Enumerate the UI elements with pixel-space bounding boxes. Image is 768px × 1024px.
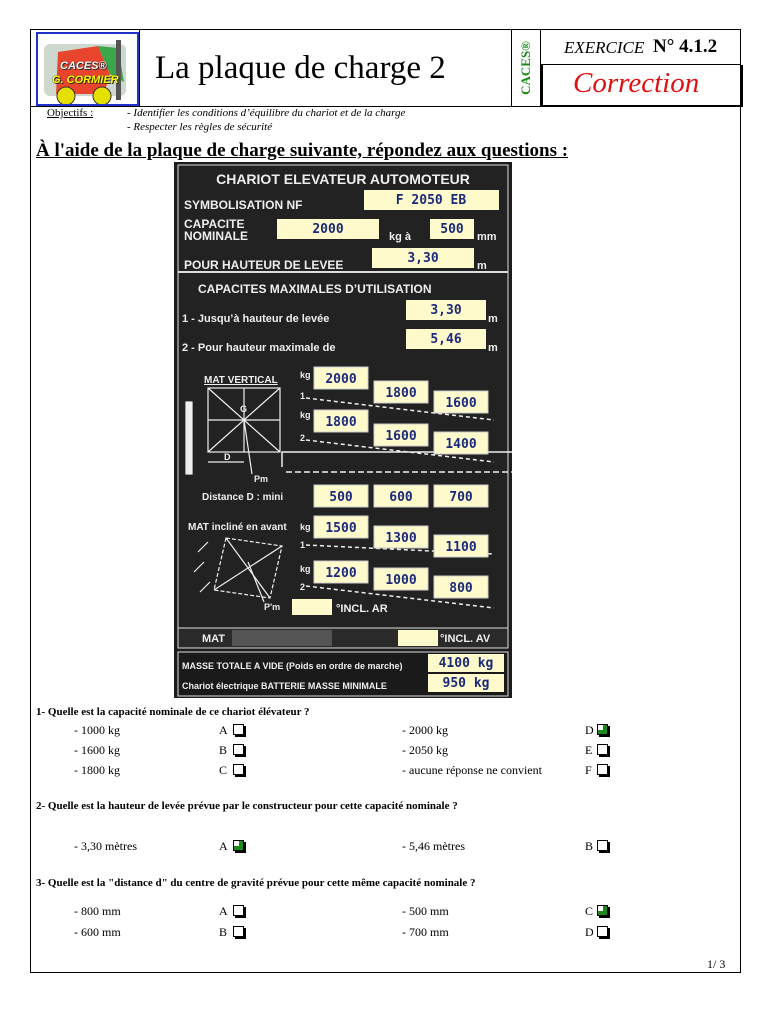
q1-option-c-label: - 1800 kg bbox=[74, 763, 120, 777]
ppm-label: P'm bbox=[264, 602, 281, 612]
q1-option-f-checkbox[interactable] bbox=[597, 764, 608, 775]
line-2-marker: 2 bbox=[300, 582, 306, 592]
q1-option-d-letter: D bbox=[585, 723, 594, 737]
batterie-value: 950 kg bbox=[442, 676, 490, 691]
q3-option-d-label: - 700 mm bbox=[402, 925, 449, 939]
objective-item: - Identifier les conditions d’équilibre du chariot et de la charge bbox=[127, 107, 406, 119]
mat-incline-label: MAT incliné en avant bbox=[188, 522, 287, 533]
capacite-label-1: CAPACITE bbox=[184, 217, 245, 231]
symbolisation-label: SYMBOLISATION NF bbox=[184, 198, 303, 212]
distance-3: 700 bbox=[449, 490, 473, 505]
cap-incl-row2-col1: 1200 bbox=[325, 566, 357, 581]
logo bbox=[36, 32, 139, 106]
max-capacities-title: CAPACITES MAXIMALES D’UTILISATION bbox=[198, 282, 432, 296]
distance-2: 600 bbox=[389, 490, 413, 505]
q1-option-c-checkbox[interactable] bbox=[233, 764, 244, 775]
cap-vert-row2-col3: 1400 bbox=[445, 437, 477, 452]
cap-vert-row2-col2: 1600 bbox=[385, 429, 417, 444]
objective-item: - Respecter les règles de sécurité bbox=[127, 121, 273, 133]
q1-option-e-letter: E bbox=[585, 743, 593, 757]
q3-option-c-checkbox[interactable] bbox=[597, 905, 608, 916]
q3-option-b-checkbox[interactable] bbox=[233, 926, 244, 937]
line-1-marker: 1 bbox=[300, 391, 306, 401]
q3-option-b-label: - 600 mm bbox=[74, 925, 121, 939]
distance-label: Distance D : mini bbox=[202, 492, 284, 503]
q1-option-a-label: - 1000 kg bbox=[74, 723, 120, 737]
kg-a-label: kg à bbox=[389, 231, 412, 243]
q1-option-e-checkbox[interactable] bbox=[597, 744, 608, 755]
q1-option-f-letter: F bbox=[585, 763, 592, 777]
mat-vertical-label: MAT VERTICAL bbox=[204, 375, 278, 386]
capacite-distance: 500 bbox=[440, 222, 464, 237]
kg-label: kg bbox=[300, 370, 311, 380]
q1-option-b-letter: B bbox=[219, 743, 228, 757]
symbolisation-value: F 2050 EB bbox=[395, 193, 467, 208]
q3-option-a-letter: A bbox=[219, 904, 228, 918]
q3-option-d-checkbox[interactable] bbox=[597, 926, 608, 937]
incl-ar-label: °INCL. AR bbox=[336, 603, 388, 615]
m-label: m bbox=[488, 342, 498, 354]
q3-option-a-checkbox[interactable] bbox=[233, 905, 244, 916]
line-2-marker: 2 bbox=[300, 433, 306, 443]
hauteur-label: POUR HAUTEUR DE LEVEE bbox=[184, 258, 344, 272]
cap-incl-row1-col2: 1300 bbox=[385, 531, 417, 546]
page-title: La plaque de charge 2 bbox=[155, 50, 446, 86]
kg-label: kg bbox=[300, 564, 311, 574]
q2-option-b-label: - 5,46 mètres bbox=[402, 839, 465, 853]
masse-value: 4100 kg bbox=[438, 656, 494, 671]
cap-incl-row2-col3: 800 bbox=[449, 581, 473, 596]
exercise-number: N° 4.1.2 bbox=[653, 36, 718, 57]
mat-label: MAT bbox=[202, 633, 226, 645]
logo-line1: CACES® bbox=[60, 60, 107, 72]
q1-option-b-label: - 1600 kg bbox=[74, 743, 120, 757]
q2-option-b-letter: B bbox=[585, 839, 594, 853]
q1-option-d-label: - 2000 kg bbox=[402, 723, 448, 737]
q1-option-c-letter: C bbox=[219, 763, 228, 777]
masse-label: MASSE TOTALE A VIDE (Poids en ordre de marche) bbox=[182, 661, 403, 671]
distance-grid bbox=[314, 485, 488, 507]
batterie-label: Chariot électrique BATTERIE MASSE MINIMALE bbox=[182, 681, 387, 691]
page-number: 1/ 3 bbox=[707, 957, 726, 971]
question-1: 1- Quelle est la capacité nominale de ce chariot élévateur ? bbox=[36, 706, 310, 718]
incl-av-label: °INCL. AV bbox=[440, 633, 491, 645]
q1-option-a-letter: A bbox=[219, 723, 228, 737]
hauteur-value: 3,30 bbox=[407, 251, 439, 266]
line-1-marker: 1 bbox=[300, 540, 306, 550]
q2-option-a-checkbox[interactable] bbox=[233, 840, 244, 851]
capacite-value: 2000 bbox=[312, 222, 344, 237]
mm-label: mm bbox=[477, 231, 497, 243]
m-label: m bbox=[477, 260, 487, 272]
q1-option-e-label: - 2050 kg bbox=[402, 743, 448, 757]
objectives-label: Objectifs : bbox=[47, 107, 94, 119]
cap-vert-row2-col1: 1800 bbox=[325, 415, 357, 430]
max-1-value: 3,30 bbox=[430, 303, 462, 318]
q3-option-b-letter: B bbox=[219, 925, 228, 939]
load-plate-drawing bbox=[174, 162, 512, 698]
kg-label: kg bbox=[300, 522, 311, 532]
d-label: D bbox=[224, 452, 231, 462]
correction-label: Correction bbox=[573, 67, 700, 99]
m-label: m bbox=[488, 313, 498, 325]
capacite-label-2: NOMINALE bbox=[184, 229, 248, 243]
logo-line2: G. CORMIER bbox=[52, 74, 119, 86]
cap-incl-row2-col2: 1000 bbox=[385, 573, 417, 588]
plate-title: CHARIOT ELEVATEUR AUTOMOTEUR bbox=[216, 171, 470, 187]
distance-1: 500 bbox=[329, 490, 353, 505]
divider bbox=[139, 29, 140, 107]
cap-vert-row1-col3: 1600 bbox=[445, 396, 477, 411]
cap-vert-row1-col1: 2000 bbox=[325, 372, 357, 387]
q1-option-f-label: - aucune réponse ne convient bbox=[402, 763, 542, 777]
q2-option-b-checkbox[interactable] bbox=[597, 840, 608, 851]
max-2-value: 5,46 bbox=[430, 332, 462, 347]
q1-option-b-checkbox[interactable] bbox=[233, 744, 244, 755]
q3-option-a-label: - 800 mm bbox=[74, 904, 121, 918]
max-1-label: 1 - Jusqu’à hauteur de levée bbox=[182, 313, 330, 325]
instruction: À l'aide de la plaque de charge suivante, répondez aux questions : bbox=[36, 140, 569, 161]
cap-incl-row1-col3: 1100 bbox=[445, 540, 477, 555]
q1-option-d-checkbox[interactable] bbox=[597, 724, 608, 735]
kg-label: kg bbox=[300, 410, 311, 420]
question-3: 3- Quelle est la "distance d" du centre de gravité prévue pour cette même capacité nominale ? bbox=[36, 877, 476, 889]
q3-option-c-letter: C bbox=[585, 904, 594, 918]
g-label: G bbox=[240, 404, 248, 414]
q1-option-a-checkbox[interactable] bbox=[233, 724, 244, 735]
cap-incl-row1-col1: 1500 bbox=[325, 521, 357, 536]
q3-option-c-label: - 500 mm bbox=[402, 904, 449, 918]
load-plate bbox=[174, 162, 512, 698]
pm-label: Pm bbox=[254, 474, 269, 484]
caces-vertical-label: CACES® bbox=[518, 41, 533, 95]
question-2: 2- Quelle est la hauteur de levée prévue par le constructeur pour cette capacité nominale ? bbox=[36, 800, 458, 812]
cap-vert-row1-col2: 1800 bbox=[385, 386, 417, 401]
q2-option-a-label: - 3,30 mètres bbox=[74, 839, 137, 853]
exercise-label: EXERCICE bbox=[564, 38, 645, 57]
q2-option-a-letter: A bbox=[219, 839, 228, 853]
max-2-label: 2 - Pour hauteur maximale de bbox=[182, 342, 336, 354]
q3-option-d-letter: D bbox=[585, 925, 594, 939]
